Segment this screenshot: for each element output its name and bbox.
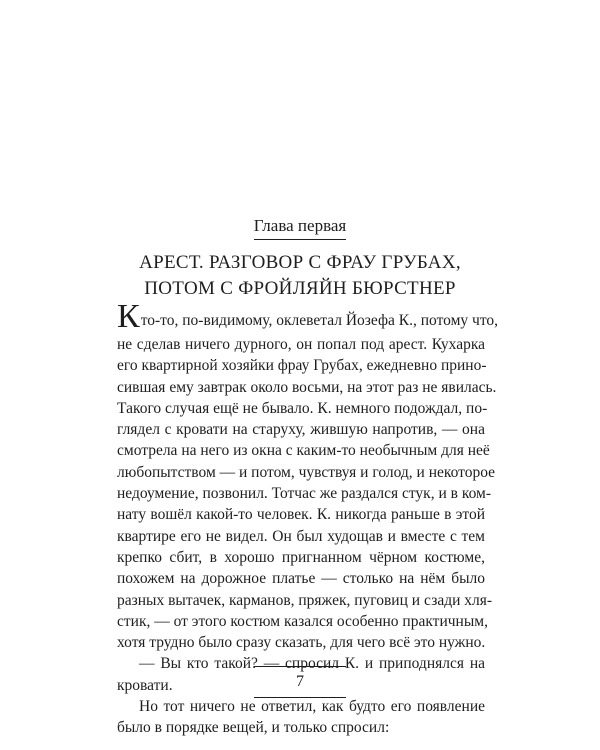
text-line: стик, — от этого костюм казался особенно практичным, — [117, 612, 488, 630]
text-line: недоумение, позвонил. Тотчас же раздался стук, и в ком- — [117, 485, 491, 503]
text-line: глядел с кровати на старуху, жившую напротив, — она — [117, 421, 485, 439]
text-line-content: то-то, по-видимому, оклеветал Йозефа К., потому что, — [140, 312, 499, 329]
drop-cap: К — [117, 298, 140, 335]
text-line: было в порядке вещей, и только спросил: — [117, 719, 390, 737]
text-line: крепко сбит, в хорошо пригнанном чёрном костюме, — [117, 548, 485, 566]
text-line: его квартирной хозяйки фрау Грубах, ежедневно прино- — [117, 357, 487, 375]
page-number-rule-bottom — [254, 697, 346, 698]
chapter-label — [0, 216, 600, 240]
chapter-title — [0, 250, 600, 302]
chapter-title-line-2: ПОТОМ С ФРОЙЛЯЙН БЮРСТНЕР — [144, 278, 456, 299]
text-line: кровати. — [117, 676, 173, 694]
text-line: смотрела на него из окна с каким-то необычным для неё — [117, 442, 490, 460]
text-line: нату вошёл какой-то человек. К. никогда раньше в этой — [117, 506, 485, 524]
chapter-label-text: Глава первая — [254, 216, 347, 240]
text-line: не сделав ничего дурного, он попал под арест. Кухарка — [117, 336, 485, 353]
text-line: похожем на дорожное платье — столько на нём было — [117, 570, 485, 588]
text-line — [117, 298, 499, 335]
text-line: Такого случая ещё не бывало. К. немного подождал, по- — [117, 399, 488, 417]
text-line: хотя трудно было сразу сказать, для чего всё это нужно. — [117, 634, 486, 652]
text-line: квартире его не видел. Он был худощав и вместе с тем — [117, 527, 485, 545]
text-line: любопытством — и потом, чувствуя и голод, и некоторое — [117, 463, 496, 481]
text-line: Но тот ничего не ответил, как будто его появление — [139, 698, 485, 716]
text-line: разных вытачек, карманов, пряжек, пуговиц и сзади хля- — [117, 591, 493, 609]
page-number-rule-top — [254, 666, 346, 667]
text-line: сившая ему завтрак около восьми, на этот раз не явилась. — [117, 378, 497, 396]
text-line: — Вы кто такой? — спросил К. и приподнялся на — [139, 655, 485, 673]
page-number: 7 — [296, 673, 304, 690]
chapter-title-line-1: АРЕСТ. РАЗГОВОР С ФРАУ ГРУБАХ, — [139, 252, 461, 273]
